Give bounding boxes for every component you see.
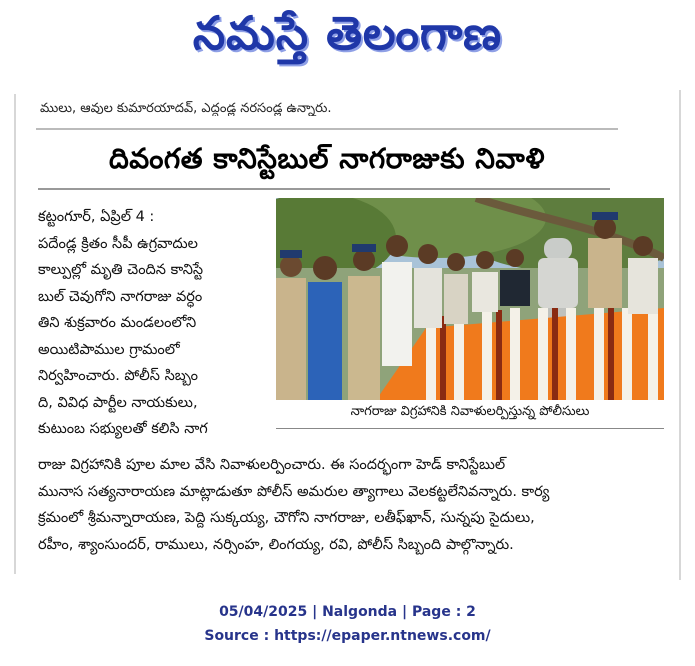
text-line: రాజు విగ్రహానికి పూల మాల వేసి నివాళులర్పించారు. ఈ సందర్భంగా హెడ్ కానిస్టేబుల్ — [38, 457, 506, 473]
text-line: ది, వివిధ పార్టీల నాయకులు, — [38, 394, 198, 411]
text-line: కాల్పుల్లో మృతి చెందిన కానిస్టే — [38, 262, 204, 278]
caption-divider — [276, 428, 664, 429]
text-line: కట్టంగూర్, ఏప్రిల్ 4 : — [38, 209, 155, 225]
photo-caption: నాగరాజు విగ్రహానికి నివాళులర్పిస్తున్న పోలీసులు — [350, 404, 590, 419]
news-clipping — [14, 80, 681, 586]
clip-right-edge — [679, 90, 681, 580]
previous-article-fragment: ములు, ఆవుల కుమారయాదవ్, ఎద్దండ్ల నరసండ్ల ఉన్నారు. — [40, 101, 332, 116]
text-line: అయిటిపాముల గ్రామంలో — [38, 341, 180, 358]
source-link[interactable]: Source : https://epaper.ntnews.com/ — [204, 628, 491, 644]
article-body-text — [38, 452, 664, 558]
text-line: కుటుంబ సభ్యులతో కలిసి నాగ — [38, 421, 208, 437]
text-line: క్రమంలో శ్రీమన్నారాయణ, పెద్ది సుక్కయ్య, చౌగోని నాగరాజు, లతీఫ్‌ఖాన్, సున్నపు సైదులు, — [38, 510, 535, 526]
masthead-title: నమస్తే తెలంగాణ — [192, 6, 503, 60]
article-headline: దివంగత కానిస్టేబుల్ నాగరాజుకు నివాళి — [109, 142, 545, 175]
source-footer — [0, 600, 695, 648]
edition-info: 05/04/2025 | Nalgonda | Page : 2 — [219, 604, 476, 620]
text-line: పదేండ్ల క్రితం సీపీ ఉగ్రవాదుల — [38, 235, 198, 252]
headline-divider — [38, 188, 610, 190]
text-line: బుల్ చెవుగోని నాగరాజు వర్ధం — [38, 288, 203, 305]
news-photo — [276, 198, 664, 400]
text-line: రహీం, శ్యాంసుందర్, రాములు, నర్సింహ, లింగయ్య, రవి, పోలీస్ సిబ్బంది పాల్గొన్నారు. — [38, 536, 514, 553]
text-line: నిర్వహించారు. పోలీస్ సిబ్బం — [38, 368, 198, 384]
section-divider — [36, 128, 618, 130]
text-line: మునాస సత్యనారాయణ మాట్లాడుతూ పోలీస్ అమరుల త్యాగాలు వెలకట్టలేనివన్నారు. కార్య — [38, 483, 550, 500]
clip-left-edge — [14, 94, 16, 574]
article-column-text — [38, 204, 266, 443]
photo-illustration — [276, 198, 664, 400]
newspaper-masthead — [0, 0, 695, 78]
text-line: తిని శుక్రవారం మండలంలోని — [38, 315, 197, 331]
